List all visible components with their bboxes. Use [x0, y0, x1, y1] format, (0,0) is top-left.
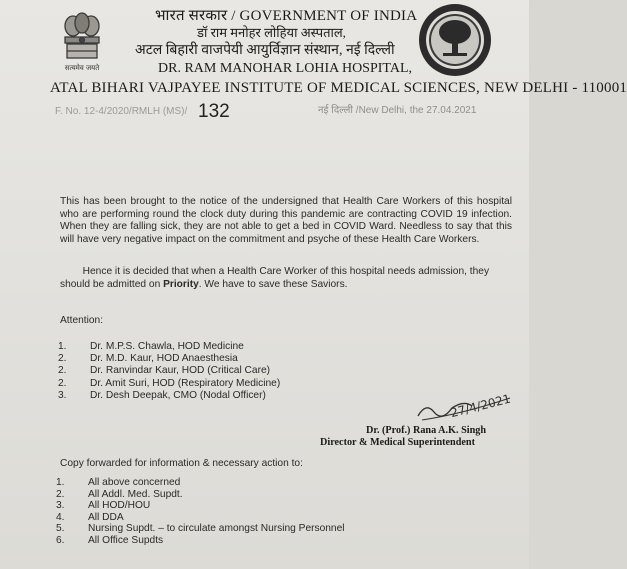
attention-label: Attention:	[60, 315, 104, 326]
list-text: Dr. M.P.S. Chawla, HOD Medicine	[90, 341, 244, 352]
list-text: All DDA	[88, 511, 124, 523]
list-number: 1.	[56, 477, 65, 488]
list-number: 2.	[58, 353, 67, 365]
list-item	[58, 353, 280, 365]
list-number: 5.	[56, 523, 65, 535]
list-item	[58, 390, 280, 402]
list-item	[58, 341, 280, 353]
letterhead-institute-name: ATAL BIHARI VAJPAYEE INSTITUTE OF MEDICAL SCIENCES, NEW DELHI - 110001	[50, 80, 627, 96]
letterhead-govt-india: भारत सरकार / GOVERNMENT OF INDIA	[155, 8, 418, 24]
list-number: 4.	[56, 511, 65, 523]
letter-date: नई दिल्ली /New Delhi, the 27.04.2021	[318, 105, 477, 116]
list-number: 3.	[58, 389, 67, 401]
list-number: 2.	[56, 488, 65, 500]
list-text: Dr. M.D. Kaur, HOD Anaesthesia	[90, 353, 238, 365]
signatory-title: Director & Medical Superintendent	[320, 437, 475, 448]
svg-text:सत्यमेव जयते: सत्यमेव जयते	[64, 64, 100, 72]
copy-list	[56, 477, 345, 547]
list-number: 2.	[58, 377, 67, 389]
list-item	[58, 365, 280, 377]
list-number: 6.	[56, 534, 65, 546]
list-number: 3.	[56, 500, 65, 512]
attention-list	[58, 341, 280, 402]
list-text: All above concerned	[88, 477, 181, 488]
priority-text: Priority	[163, 278, 199, 290]
handwritten-reference-number: 132	[198, 101, 230, 122]
handwritten-date: 27/4/2021	[448, 391, 513, 421]
national-emblem-icon	[57, 10, 107, 76]
list-item	[56, 535, 345, 547]
list-number: 1.	[58, 341, 67, 352]
hospital-seal-icon	[417, 2, 493, 78]
list-item	[56, 523, 345, 535]
letterhead-institute-hindi: अटल बिहारी वाजपेयी आयुर्विज्ञान संस्थान, नई दिल्ली	[135, 43, 395, 58]
list-text: All Office Supdts	[88, 534, 164, 546]
list-text: Dr. Desh Deepak, CMO (Nodal Officer)	[90, 389, 266, 401]
letterhead-hospital-hindi: डॉ राम मनोहर लोहिया अस्पताल,	[197, 25, 346, 40]
list-text: All Addl. Med. Supdt.	[88, 488, 183, 500]
list-item	[56, 512, 345, 524]
list-text: Dr. Ranvindar Kaur, HOD (Critical Care)	[90, 365, 271, 377]
body-paragraph-1: This has been brought to the notice of the undersigned that Health Care Workers of this hospital who are performing round the clock duty during this pandemic are contracting COVID 19 infection. When they are falling sick, they are not able to get a bed in COVID Ward. Needless to say that this will have very negative impact on the commitment and psyche of these Health Care Workers.	[60, 196, 512, 245]
letterhead-hospital-name: DR. RAM MANOHAR LOHIA HOSPITAL,	[158, 61, 413, 76]
signatory-name: Dr. (Prof.) Rana A.K. Singh	[366, 425, 486, 436]
list-item	[56, 489, 345, 501]
list-text: Nursing Supdt. – to circulate amongst Nursing Personnel	[88, 523, 345, 535]
list-item	[56, 500, 345, 512]
handwritten-signature-icon	[412, 378, 524, 428]
body-paragraph-2	[60, 266, 512, 291]
list-text: Dr. Amit Suri, HOD (Respiratory Medicine)	[90, 377, 281, 389]
list-text: All HOD/HOU	[88, 500, 151, 512]
paragraph2-start: Hence it is decided that when a Health Care Worker of this hospital needs admission, they should be admitted on	[60, 266, 490, 290]
file-number: F. No. 12-4/2020/RMLH (MS)/	[55, 106, 188, 117]
copy-forwarded-label: Copy forwarded for information & necessary action to:	[60, 458, 303, 469]
list-item	[58, 378, 280, 390]
paragraph2-end: . We have to save these Saviors.	[198, 278, 348, 290]
list-number: 2.	[58, 365, 67, 377]
list-item	[56, 477, 345, 489]
